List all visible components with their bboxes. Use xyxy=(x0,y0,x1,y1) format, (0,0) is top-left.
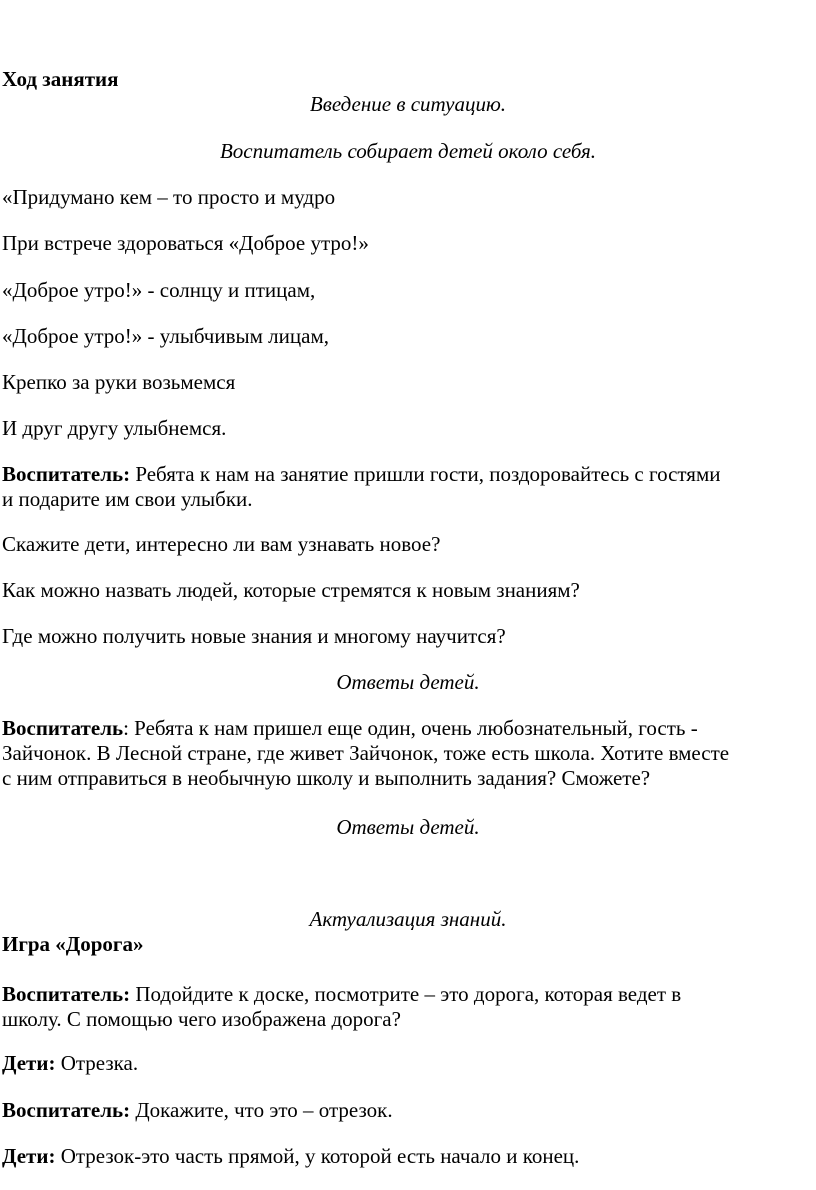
paragraph-text: Отрезок-это часть прямой, у которой есть начало и конец. xyxy=(55,1144,580,1168)
question-3: Где можно получить новые знания и многому научится? xyxy=(2,624,506,648)
paragraph-text: Отрезка. xyxy=(55,1051,139,1075)
poem-line-4: «Доброе утро!» - улыбчивым лицам, xyxy=(2,324,329,348)
children-reply-1 xyxy=(2,1051,138,1076)
question-1: Скажите дети, интересно ли вам узнавать новое? xyxy=(2,532,441,556)
poem-line-2: При встрече здороваться «Доброе утро!» xyxy=(2,231,369,255)
paragraph-text: с ним отправиться в необычную школу и выполнить задания? Сможете? xyxy=(2,766,651,790)
poem-line-6: И друг другу улыбнемся. xyxy=(2,416,227,440)
teacher-paragraph-2 xyxy=(2,716,816,791)
poem-line-5: Крепко за руки возьмемся xyxy=(2,370,236,394)
intro-action: Воспитатель собирает детей около себя. xyxy=(219,139,596,163)
paragraph-text: : Ребята к нам пришел еще один, очень любознательный, гость - xyxy=(123,716,698,740)
paragraph-text: Ребята к нам на занятие пришли гости, поздоровайтесь с гостями xyxy=(130,462,721,486)
paragraph-text: и подарите им свои улыбки. xyxy=(2,487,253,511)
poem-line-1: «Придумано кем – то просто и мудро xyxy=(2,185,336,209)
teacher-paragraph-3 xyxy=(2,982,816,1032)
speaker-label: Воспитатель xyxy=(2,716,124,740)
section-heading-actualization: Актуализация знаний. xyxy=(309,907,507,931)
speaker-label: Воспитатель: xyxy=(2,1098,131,1122)
speaker-label: Воспитатель: xyxy=(2,982,131,1006)
children-answers-label-2: Ответы детей. xyxy=(336,815,480,839)
speaker-label: Дети: xyxy=(2,1051,56,1075)
children-answers-label: Ответы детей. xyxy=(336,670,480,694)
paragraph-text: Докажите, что это – отрезок. xyxy=(130,1098,393,1122)
teacher-reply xyxy=(2,1098,393,1123)
paragraph-text: Зайчонок. В Лесной стране, где живет Зайчонок, тоже есть школа. Хотите вместе xyxy=(2,741,730,765)
poem-line-3: «Доброе утро!» - солнцу и птицам, xyxy=(2,278,316,302)
paragraph-text: Подойдите к доске, посмотрите – это дорога, которая ведет в xyxy=(130,982,682,1006)
game-title: Игра «Дорога» xyxy=(2,932,144,956)
teacher-paragraph-1 xyxy=(2,462,816,512)
lesson-title: Ход занятия xyxy=(2,67,119,91)
speaker-label: Дети: xyxy=(2,1144,56,1168)
paragraph-text: школу. С помощью чего изображена дорога? xyxy=(2,1007,401,1031)
question-2: Как можно назвать людей, которые стремятся к новым знаниям? xyxy=(2,578,580,602)
intro-heading: Введение в ситуацию. xyxy=(309,92,507,116)
speaker-label: Воспитатель: xyxy=(2,462,131,486)
children-reply-2 xyxy=(2,1144,579,1169)
